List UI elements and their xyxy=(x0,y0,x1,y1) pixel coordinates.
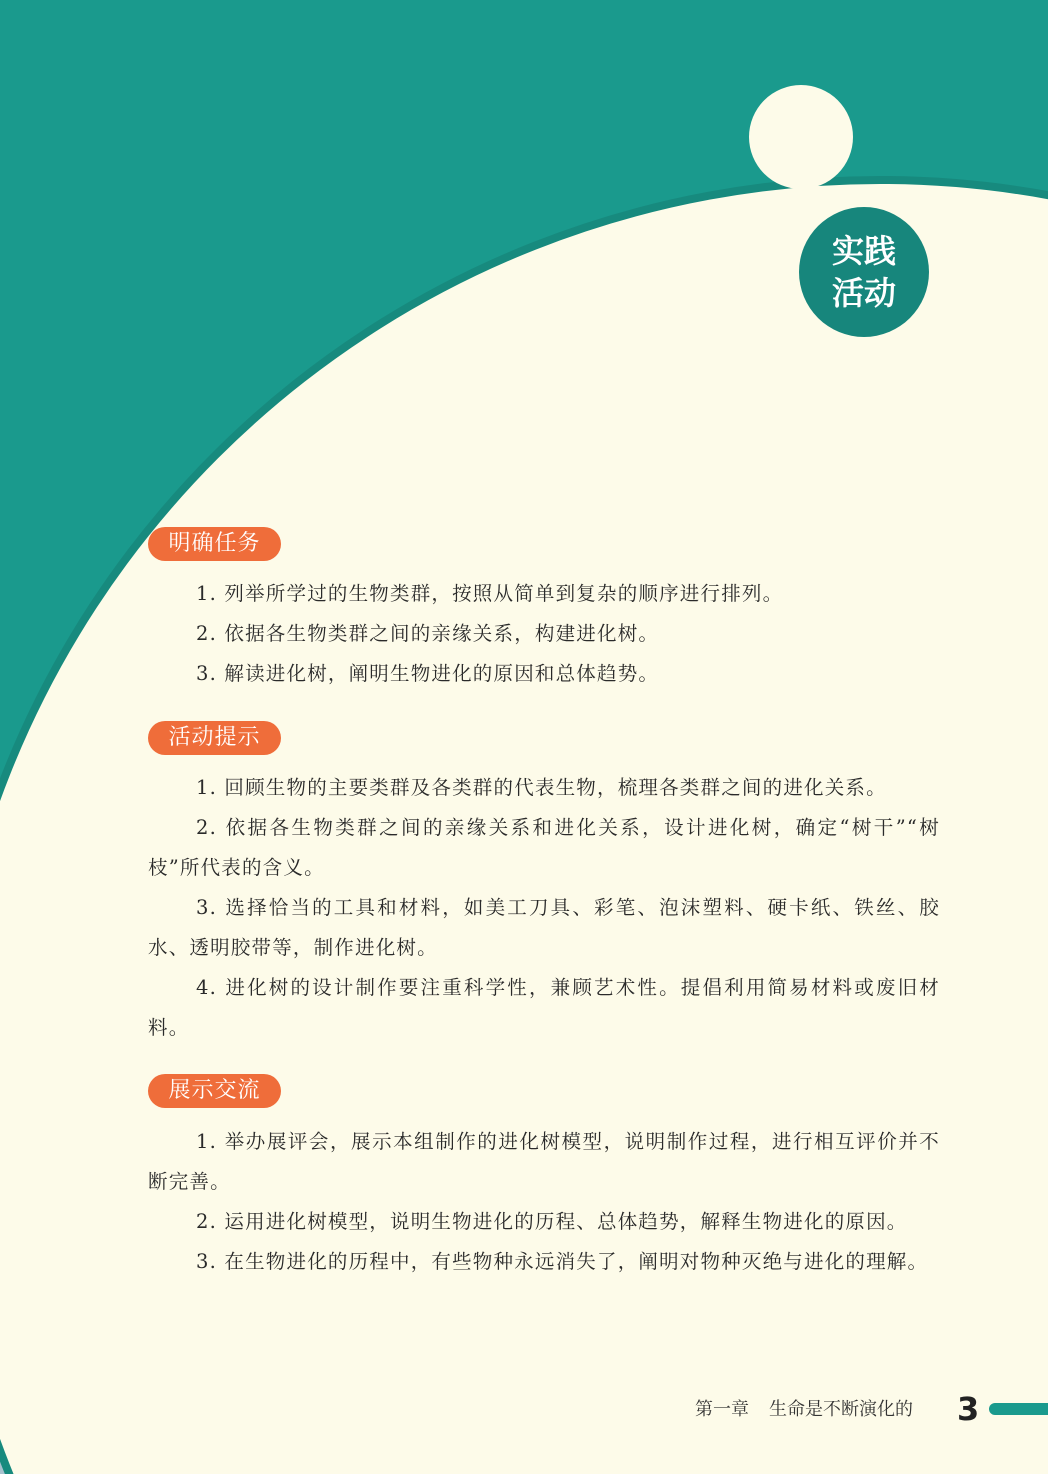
task-item-2: 2. 依据各生物类群之间的亲缘关系，构建进化树。 xyxy=(196,622,660,645)
exchange-item-2: 2. 运用进化树模型，说明生物进化的历程、总体趋势，解释生物进化的原因。 xyxy=(196,1210,908,1233)
exchange-item-1: 1. 举办展评会，展示本组制作的进化树模型，说明制作过程，进行相互评价并不断完善。 xyxy=(148,1130,940,1193)
footer-chapter: 第一章 xyxy=(695,1399,749,1420)
badge-line-1: 实践 xyxy=(831,232,896,270)
hint-item-3: 3. 选择恰当的工具和材料，如美工刀具、彩笔、泡沫塑料、硬卡纸、铁丝、胶水、透明胶带等，制作进化树。 xyxy=(148,896,940,959)
section-tag-exchange: 展示交流 xyxy=(148,1074,281,1108)
badge-line-2: 活动 xyxy=(831,274,896,312)
task-item-3: 3. 解读进化树，阐明生物进化的原因和总体趋势。 xyxy=(196,662,660,685)
hint-item-4: 4. 进化树的设计制作要注重科学性，兼顾艺术性。提倡利用简易材料或废旧材料。 xyxy=(148,976,940,1039)
task-item-1: 1. 列举所学过的生物类群，按照从简单到复杂的顺序进行排列。 xyxy=(196,582,784,605)
page-footer xyxy=(695,1395,913,1425)
exchange-item-3: 3. 在生物进化的历程中，有些物种永远消失了，阐明对物种灭绝与进化的理解。 xyxy=(196,1250,929,1273)
section-tag-tasks: 明确任务 xyxy=(148,527,281,561)
hint-item-2: 2. 依据各生物类群之间的亲缘关系和进化关系，设计进化树，确定“树干”“树枝”所代表的含义。 xyxy=(148,816,940,879)
footer-title: 生命是不断演化的 xyxy=(769,1399,913,1420)
hint-item-1: 1. 回顾生物的主要类群及各类群的代表生物，梳理各类群之间的进化关系。 xyxy=(196,776,887,799)
decor-circle-large xyxy=(749,85,853,189)
activity-badge xyxy=(796,206,932,338)
section-tag-hints: 活动提示 xyxy=(148,721,281,755)
page-number-bar xyxy=(989,1403,1048,1415)
decor-circle-small xyxy=(964,213,1006,255)
page-number: 3 xyxy=(957,1390,980,1428)
